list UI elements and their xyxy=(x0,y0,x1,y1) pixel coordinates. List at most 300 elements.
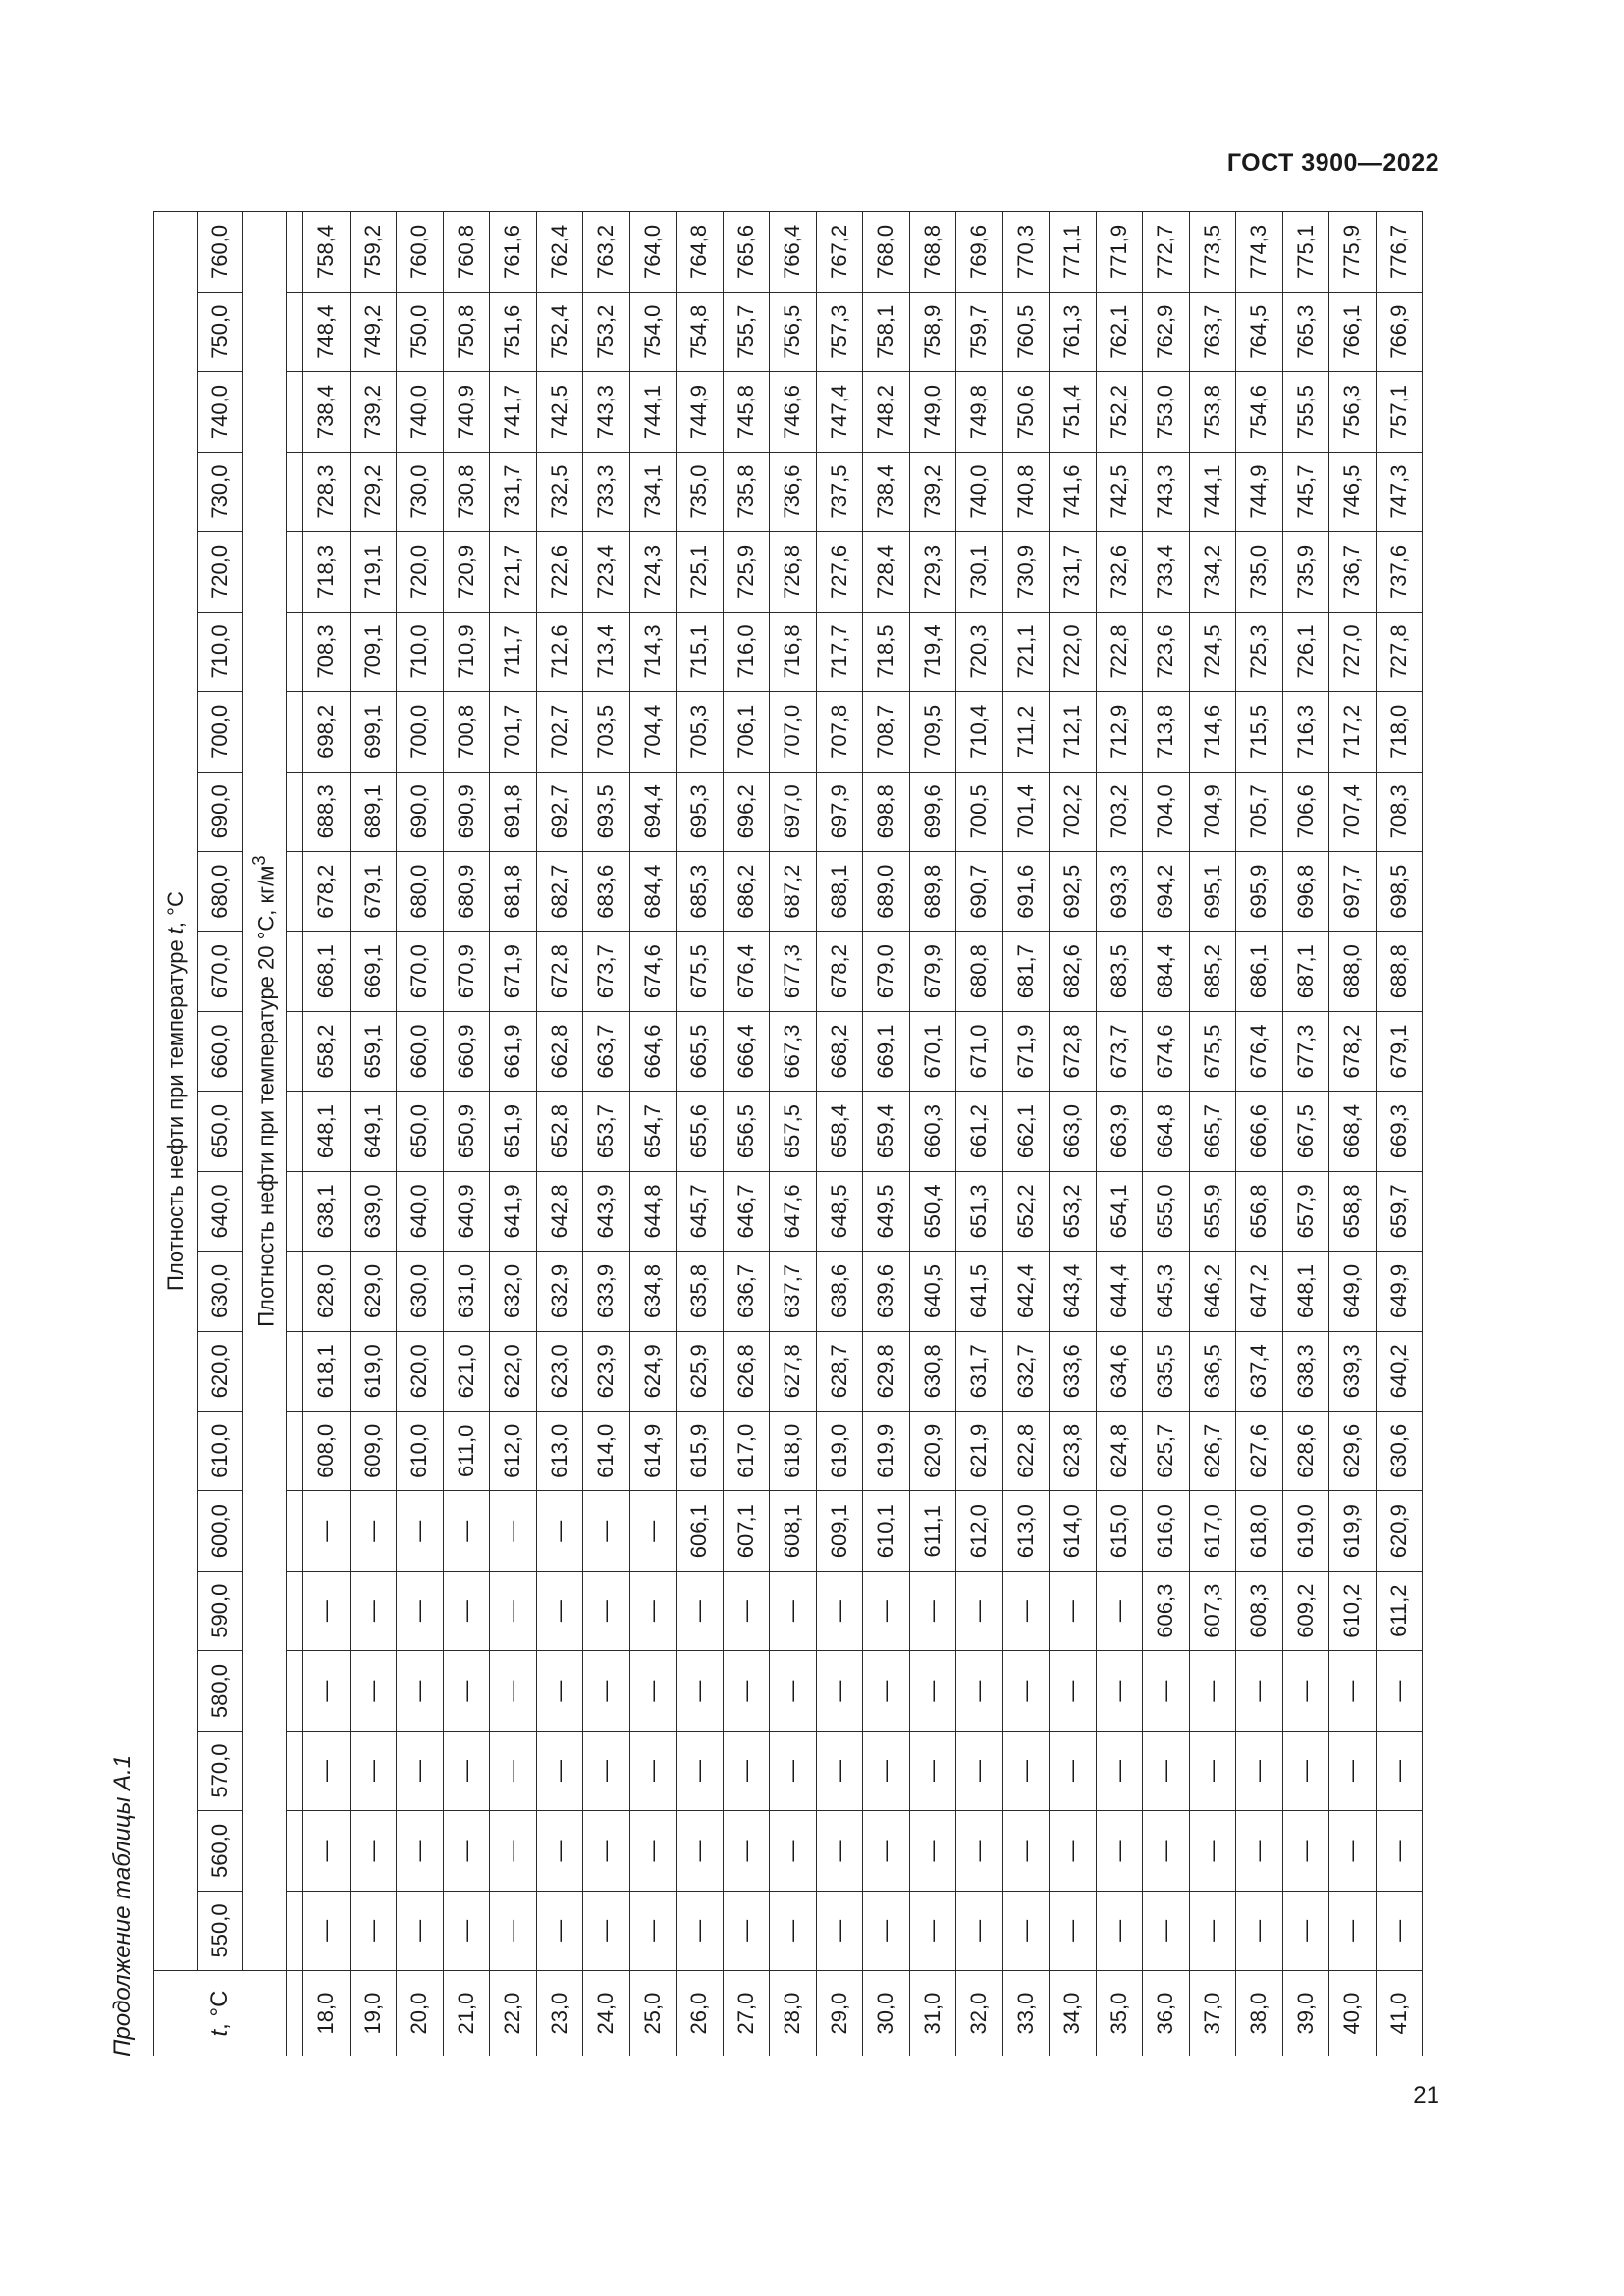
density-cell: — xyxy=(863,1811,910,1891)
density-cell: 700,8 xyxy=(443,692,490,772)
density-cell: — xyxy=(490,1651,537,1731)
density-cell: 681,7 xyxy=(1002,932,1050,1011)
density-cell: 614,0 xyxy=(583,1412,630,1491)
density-cell: 683,6 xyxy=(583,852,630,932)
density-cell: 629,8 xyxy=(863,1331,910,1411)
density-cell: 674,6 xyxy=(629,932,677,1011)
spacer-cell xyxy=(287,372,303,452)
density-cell: 618,0 xyxy=(770,1412,817,1491)
spacer-cell xyxy=(287,292,303,371)
density-cell: 725,3 xyxy=(1236,612,1283,691)
density-cell: 640,0 xyxy=(397,1171,444,1251)
density-cell: — xyxy=(1329,1811,1377,1891)
density-cell: 745,7 xyxy=(1282,452,1329,531)
density-cell: — xyxy=(350,1491,397,1571)
density-cell: 678,2 xyxy=(303,852,351,932)
density-cell: 756,3 xyxy=(1329,372,1377,452)
density-cell: 667,3 xyxy=(770,1011,817,1091)
table-row xyxy=(1282,212,1329,2056)
density-cell: 750,6 xyxy=(1002,372,1050,452)
density-cell: 619,0 xyxy=(816,1412,863,1491)
density-cell: 668,1 xyxy=(303,932,351,1011)
density-cell: 624,8 xyxy=(1096,1412,1143,1491)
density-cell: — xyxy=(490,1891,537,1970)
density-cell: 670,9 xyxy=(443,932,490,1011)
spacer-row xyxy=(287,212,303,2056)
density-cell: 699,1 xyxy=(350,692,397,772)
density-cell: 608,3 xyxy=(1236,1571,1283,1650)
density-cell: 650,0 xyxy=(397,1092,444,1171)
density-cell: 720,3 xyxy=(956,612,1003,691)
temperature-cell: 31,0 xyxy=(909,1971,956,2056)
density-cell: 623,9 xyxy=(583,1331,630,1411)
density-cell: 723,4 xyxy=(583,532,630,612)
density-cell: — xyxy=(583,1891,630,1970)
density-cell: 622,8 xyxy=(1002,1412,1050,1491)
density-cell: 685,3 xyxy=(677,852,724,932)
density-cell: 770,3 xyxy=(1002,212,1050,293)
density-cell: 625,9 xyxy=(677,1331,724,1411)
density-cell: 745,8 xyxy=(723,372,770,452)
density-cell: — xyxy=(677,1651,724,1731)
density-cell: — xyxy=(536,1811,583,1891)
density-cell: 617,0 xyxy=(723,1412,770,1491)
temperature-cell: 38,0 xyxy=(1236,1971,1283,2056)
density-cell: 633,9 xyxy=(583,1252,630,1331)
density-cell: 750,0 xyxy=(397,292,444,371)
density-cell: 680,9 xyxy=(443,852,490,932)
density-cell: 695,3 xyxy=(677,772,724,851)
density-cell: 718,5 xyxy=(863,612,910,691)
density-cell: — xyxy=(1329,1891,1377,1970)
table-row xyxy=(303,212,351,2056)
density-cell: 672,8 xyxy=(1050,1011,1097,1091)
density-cell: — xyxy=(490,1491,537,1571)
density-cell: 679,0 xyxy=(863,932,910,1011)
density-cell: 716,0 xyxy=(723,612,770,691)
temperature-cell: 21,0 xyxy=(443,1971,490,2056)
density-cell: — xyxy=(863,1891,910,1970)
density-cell: — xyxy=(1376,1811,1423,1891)
density-cell: 668,2 xyxy=(816,1011,863,1091)
density-cell: 608,0 xyxy=(303,1412,351,1491)
density-cell: 686,1 xyxy=(1236,932,1283,1011)
density-cell: 747,3 xyxy=(1376,452,1423,531)
density-cell: 659,7 xyxy=(1376,1171,1423,1251)
density-cell: 628,6 xyxy=(1282,1412,1329,1491)
density-cell: 776,7 xyxy=(1376,212,1423,293)
group-header-var: t xyxy=(163,928,188,934)
density-cell: 639,6 xyxy=(863,1252,910,1331)
density-cell: — xyxy=(816,1571,863,1650)
density-cell: 660,3 xyxy=(909,1092,956,1171)
density-cell: 690,0 xyxy=(397,772,444,851)
header-row-group xyxy=(154,212,198,2056)
density-cell: 765,6 xyxy=(723,212,770,293)
density-cell: 726,1 xyxy=(1282,612,1329,691)
density-cell: 741,7 xyxy=(490,372,537,452)
density-cell: 682,7 xyxy=(536,852,583,932)
density-cell: — xyxy=(303,1491,351,1571)
density-cell: 643,9 xyxy=(583,1171,630,1251)
density-cell: — xyxy=(770,1651,817,1731)
density-cell: 665,7 xyxy=(1189,1092,1236,1171)
density-cell: 736,6 xyxy=(770,452,817,531)
density-cell: 714,6 xyxy=(1189,692,1236,772)
density-cell: 640,9 xyxy=(443,1171,490,1251)
density-cell: 692,5 xyxy=(1050,852,1097,932)
density-cell: 639,0 xyxy=(350,1171,397,1251)
density-cell: — xyxy=(1236,1891,1283,1970)
density-cell: 643,4 xyxy=(1050,1252,1097,1331)
density-cell: — xyxy=(397,1651,444,1731)
density-cell: — xyxy=(723,1811,770,1891)
table-row xyxy=(443,212,490,2056)
density-cell: 754,6 xyxy=(1236,372,1283,452)
density-cell: 758,1 xyxy=(863,292,910,371)
density-cell: 664,8 xyxy=(1143,1092,1190,1171)
sub-header-sup: 3 xyxy=(248,855,270,866)
density-cell: 748,2 xyxy=(863,372,910,452)
density-cell: 647,6 xyxy=(770,1171,817,1251)
density-cell: — xyxy=(303,1891,351,1970)
temperature-cell: 19,0 xyxy=(350,1971,397,2056)
density-cell: 742,5 xyxy=(1096,452,1143,531)
density-cell: — xyxy=(629,1651,677,1731)
density-cell: — xyxy=(629,1891,677,1970)
table-row xyxy=(397,212,444,2056)
density-cell: 668,4 xyxy=(1329,1092,1377,1171)
table-row xyxy=(1376,212,1423,2056)
density-cell: 720,9 xyxy=(443,532,490,612)
density-cell: 764,8 xyxy=(677,212,724,293)
density-cell: — xyxy=(443,1571,490,1650)
spacer-cell xyxy=(287,452,303,531)
density-cell: 621,9 xyxy=(956,1412,1003,1491)
density-cell: 704,9 xyxy=(1189,772,1236,851)
density-cell: 673,7 xyxy=(583,932,630,1011)
density-cell: 634,6 xyxy=(1096,1331,1143,1411)
density-cell: 611,2 xyxy=(1376,1571,1423,1650)
density-cell: 766,9 xyxy=(1376,292,1423,371)
sub-header xyxy=(243,212,287,1971)
group-header xyxy=(154,212,198,1971)
table-row xyxy=(350,212,397,2056)
column-header: 650,0 xyxy=(198,1092,243,1171)
density-cell: — xyxy=(770,1811,817,1891)
density-cell: 631,7 xyxy=(956,1331,1003,1411)
density-cell: 763,2 xyxy=(583,212,630,293)
density-cell: 766,4 xyxy=(770,212,817,293)
density-cell: — xyxy=(956,1571,1003,1650)
density-cell: 707,8 xyxy=(816,692,863,772)
density-cell: — xyxy=(956,1651,1003,1731)
density-cell: 740,0 xyxy=(956,452,1003,531)
spacer-cell xyxy=(287,212,303,293)
density-cell: 642,4 xyxy=(1002,1252,1050,1331)
density-cell: 748,4 xyxy=(303,292,351,371)
density-cell: 671,0 xyxy=(956,1011,1003,1091)
density-cell: 706,1 xyxy=(723,692,770,772)
density-table xyxy=(153,211,1423,2056)
density-cell: 640,5 xyxy=(909,1252,956,1331)
density-cell: 686,2 xyxy=(723,852,770,932)
density-cell: — xyxy=(863,1731,910,1810)
density-cell: — xyxy=(629,1811,677,1891)
group-header-prefix: Плотность нефти при температуре xyxy=(163,934,188,1291)
density-cell: 714,3 xyxy=(629,612,677,691)
density-cell: 659,1 xyxy=(350,1011,397,1091)
column-header: 730,0 xyxy=(198,452,243,531)
density-cell: 641,9 xyxy=(490,1171,537,1251)
density-cell: 754,8 xyxy=(677,292,724,371)
density-cell: — xyxy=(816,1811,863,1891)
density-cell: 626,8 xyxy=(723,1331,770,1411)
density-cell: 685,2 xyxy=(1189,932,1236,1011)
column-header: 720,0 xyxy=(198,532,243,612)
density-cell: 762,1 xyxy=(1096,292,1143,371)
density-cell: 730,9 xyxy=(1002,532,1050,612)
temperature-var: t xyxy=(206,2029,233,2037)
temperature-cell: 27,0 xyxy=(723,1971,770,2056)
density-cell: 621,0 xyxy=(443,1331,490,1411)
density-cell: 636,5 xyxy=(1189,1331,1236,1411)
spacer-cell xyxy=(287,1891,303,1970)
density-cell: — xyxy=(490,1731,537,1810)
density-cell: 743,3 xyxy=(583,372,630,452)
density-cell: — xyxy=(1096,1651,1143,1731)
density-cell: 611,1 xyxy=(909,1491,956,1571)
density-cell: — xyxy=(1002,1811,1050,1891)
density-cell: — xyxy=(1376,1891,1423,1970)
density-cell: — xyxy=(1096,1731,1143,1810)
density-cell: 721,1 xyxy=(1002,612,1050,691)
density-cell: — xyxy=(816,1731,863,1810)
density-cell: 732,5 xyxy=(536,452,583,531)
density-cell: 759,2 xyxy=(350,212,397,293)
temperature-cell: 34,0 xyxy=(1050,1971,1097,2056)
density-cell: — xyxy=(1050,1571,1097,1650)
density-cell: — xyxy=(1189,1891,1236,1970)
page-number: 21 xyxy=(1413,2082,1439,2109)
density-cell: 679,1 xyxy=(350,852,397,932)
table-row xyxy=(1050,212,1097,2056)
density-cell: 729,2 xyxy=(350,452,397,531)
spacer-cell xyxy=(287,1252,303,1331)
density-cell: — xyxy=(303,1811,351,1891)
table-row xyxy=(863,212,910,2056)
density-cell: 719,1 xyxy=(350,532,397,612)
density-cell: 695,1 xyxy=(1189,852,1236,932)
density-cell: 669,3 xyxy=(1376,1092,1423,1171)
density-cell: 702,2 xyxy=(1050,772,1097,851)
table-row xyxy=(629,212,677,2056)
density-cell: — xyxy=(909,1571,956,1650)
density-cell: 606,1 xyxy=(677,1491,724,1571)
density-cell: — xyxy=(863,1651,910,1731)
density-cell: — xyxy=(443,1491,490,1571)
density-cell: 693,5 xyxy=(583,772,630,851)
density-cell: 757,1 xyxy=(1376,372,1423,452)
density-cell: 648,1 xyxy=(1282,1252,1329,1331)
density-cell: 717,7 xyxy=(816,612,863,691)
column-header: 640,0 xyxy=(198,1171,243,1251)
density-cell: 619,0 xyxy=(1282,1491,1329,1571)
density-cell: — xyxy=(1002,1651,1050,1731)
density-cell: 649,1 xyxy=(350,1092,397,1171)
density-cell: 709,5 xyxy=(909,692,956,772)
density-cell: 680,8 xyxy=(956,932,1003,1011)
density-cell: 620,9 xyxy=(1376,1491,1423,1571)
density-cell: 630,6 xyxy=(1376,1412,1423,1491)
density-cell: 724,5 xyxy=(1189,612,1236,691)
density-cell: 737,6 xyxy=(1376,532,1423,612)
density-cell: 700,0 xyxy=(397,692,444,772)
density-cell: 730,1 xyxy=(956,532,1003,612)
density-cell: 733,3 xyxy=(583,452,630,531)
density-cell: 619,0 xyxy=(350,1331,397,1411)
density-cell: 728,3 xyxy=(303,452,351,531)
density-cell: 763,7 xyxy=(1189,292,1236,371)
density-cell: 656,5 xyxy=(723,1092,770,1171)
density-cell: 623,8 xyxy=(1050,1412,1097,1491)
density-cell: 670,0 xyxy=(397,932,444,1011)
density-cell: 623,0 xyxy=(536,1331,583,1411)
density-cell: 689,1 xyxy=(350,772,397,851)
table-row xyxy=(583,212,630,2056)
density-cell: 737,5 xyxy=(816,452,863,531)
column-header: 710,0 xyxy=(198,612,243,691)
density-cell: — xyxy=(1096,1891,1143,1970)
density-cell: 716,3 xyxy=(1282,692,1329,772)
density-cell: 734,1 xyxy=(629,452,677,531)
density-cell: 642,8 xyxy=(536,1171,583,1251)
density-cell: 614,9 xyxy=(629,1412,677,1491)
density-cell: — xyxy=(677,1891,724,1970)
density-cell: — xyxy=(1282,1811,1329,1891)
density-cell: — xyxy=(956,1891,1003,1970)
density-cell: 725,9 xyxy=(723,532,770,612)
density-cell: 688,8 xyxy=(1376,932,1423,1011)
density-cell: 703,5 xyxy=(583,692,630,772)
density-cell: 698,5 xyxy=(1376,852,1423,932)
density-cell: 630,8 xyxy=(909,1331,956,1411)
density-cell: 667,5 xyxy=(1282,1092,1329,1171)
density-cell: 660,0 xyxy=(397,1011,444,1091)
density-cell: — xyxy=(816,1651,863,1731)
density-cell: 637,4 xyxy=(1236,1331,1283,1411)
density-cell: — xyxy=(723,1571,770,1650)
table-row xyxy=(956,212,1003,2056)
table-row xyxy=(1096,212,1143,2056)
header-row-sub xyxy=(243,212,287,2056)
temperature-cell: 40,0 xyxy=(1329,1971,1377,2056)
density-cell: 701,4 xyxy=(1002,772,1050,851)
density-cell: 624,9 xyxy=(629,1331,677,1411)
density-cell: 764,5 xyxy=(1236,292,1283,371)
table-row xyxy=(536,212,583,2056)
density-cell: 753,8 xyxy=(1189,372,1236,452)
density-cell: 749,2 xyxy=(350,292,397,371)
column-header: 760,0 xyxy=(198,212,243,293)
density-cell: 678,2 xyxy=(816,932,863,1011)
density-cell: 691,8 xyxy=(490,772,537,851)
density-cell: — xyxy=(1236,1731,1283,1810)
temperature-cell: 36,0 xyxy=(1143,1971,1190,2056)
density-cell: 694,4 xyxy=(629,772,677,851)
density-cell: 684,4 xyxy=(629,852,677,932)
density-cell: 697,9 xyxy=(816,772,863,851)
temperature-cell: 39,0 xyxy=(1282,1971,1329,2056)
density-cell: 671,9 xyxy=(490,932,537,1011)
density-cell: — xyxy=(536,1651,583,1731)
density-cell: 718,0 xyxy=(1376,692,1423,772)
density-cell: 682,6 xyxy=(1050,932,1097,1011)
density-cell: — xyxy=(909,1731,956,1810)
density-cell: 669,1 xyxy=(350,932,397,1011)
document-code: ГОСТ 3900—2022 xyxy=(1226,149,1439,177)
table-row xyxy=(770,212,817,2056)
column-header: 690,0 xyxy=(198,772,243,851)
density-cell: 735,9 xyxy=(1282,532,1329,612)
spacer-cell xyxy=(287,692,303,772)
spacer-cell xyxy=(287,612,303,691)
density-cell: 648,1 xyxy=(303,1092,351,1171)
density-cell: 655,9 xyxy=(1189,1171,1236,1251)
density-cell: — xyxy=(1096,1811,1143,1891)
density-cell: — xyxy=(397,1891,444,1970)
density-cell: 774,3 xyxy=(1236,212,1283,293)
density-cell: — xyxy=(629,1491,677,1571)
density-cell: 638,6 xyxy=(816,1252,863,1331)
temperature-cell: 30,0 xyxy=(863,1971,910,2056)
table-row xyxy=(723,212,770,2056)
density-cell: 761,6 xyxy=(490,212,537,293)
density-cell: — xyxy=(443,1891,490,1970)
temperature-cell: 37,0 xyxy=(1189,1971,1236,2056)
density-cell: 608,1 xyxy=(770,1491,817,1571)
density-cell: 708,3 xyxy=(1376,772,1423,851)
column-header: 590,0 xyxy=(198,1571,243,1650)
density-cell: 735,8 xyxy=(723,452,770,531)
density-cell: 696,2 xyxy=(723,772,770,851)
density-cell: 719,4 xyxy=(909,612,956,691)
density-cell: — xyxy=(350,1651,397,1731)
spacer-cell xyxy=(287,932,303,1011)
density-cell: 704,4 xyxy=(629,692,677,772)
density-cell: 618,1 xyxy=(303,1331,351,1411)
density-cell: 639,3 xyxy=(1329,1331,1377,1411)
density-cell: — xyxy=(816,1891,863,1970)
density-cell: 650,9 xyxy=(443,1092,490,1171)
density-cell: — xyxy=(536,1571,583,1650)
density-cell: 698,2 xyxy=(303,692,351,772)
density-cell: 708,3 xyxy=(303,612,351,691)
density-cell: — xyxy=(1236,1811,1283,1891)
density-cell: 753,2 xyxy=(583,292,630,371)
density-cell: 746,5 xyxy=(1329,452,1377,531)
density-cell: 632,0 xyxy=(490,1252,537,1331)
density-cell: 653,7 xyxy=(583,1092,630,1171)
spacer-cell xyxy=(287,1491,303,1571)
density-cell: 752,4 xyxy=(536,292,583,371)
density-cell: 772,7 xyxy=(1143,212,1190,293)
density-cell: 681,8 xyxy=(490,852,537,932)
density-cell: 688,0 xyxy=(1329,932,1377,1011)
density-cell: 638,3 xyxy=(1282,1331,1329,1411)
density-cell: 671,9 xyxy=(1002,1011,1050,1091)
density-cell: 688,1 xyxy=(816,852,863,932)
